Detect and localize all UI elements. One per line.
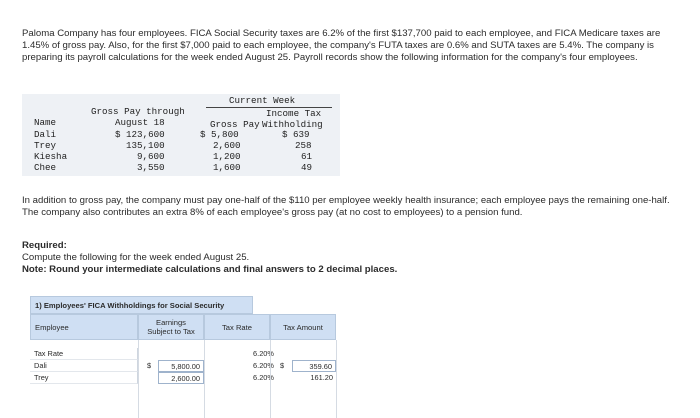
fica-answer-table [30, 296, 336, 418]
tax-rate-input[interactable]: 6.20% [253, 361, 274, 370]
row-label: Dali [30, 360, 138, 372]
employee-header: Employee [30, 314, 138, 340]
tax-rate-header: Tax Rate [204, 314, 270, 340]
currency-symbol: $ [147, 361, 152, 370]
currency-symbol: $ [280, 361, 285, 370]
required-title: Required: [22, 240, 67, 251]
column-divider [204, 340, 205, 418]
row-gross: $ 5,800 [200, 129, 239, 140]
earnings-input[interactable]: 2,600.00 [158, 372, 204, 384]
row-name: Trey [34, 140, 57, 151]
row-name: Chee [34, 162, 57, 173]
earnings-header-1: Earnings [156, 318, 186, 327]
row-label: Tax Rate [30, 348, 138, 360]
row-through: 9,600 [137, 151, 165, 162]
row-tax: 61 [301, 151, 313, 162]
tax-amount-input[interactable]: 359.60 [292, 360, 336, 372]
income-tax-header-1: Income Tax [266, 108, 322, 119]
earnings-header-2: Subject to Tax [147, 327, 195, 336]
gross-through-header-2: August 18 [115, 117, 165, 128]
row-through: 3,550 [137, 162, 165, 173]
row-tax: 258 [295, 140, 312, 151]
rounding-note: Note: Round your intermediate calculations and final answers to 2 decimal places. [22, 264, 398, 275]
name-header: Name [34, 117, 57, 128]
row-gross: 2,600 [213, 140, 241, 151]
tax-rate-value: 6.20% [253, 349, 274, 358]
answer-table-title: 1) Employees' FICA Withholdings for Social Security [30, 296, 253, 314]
current-week-header: Current Week [229, 95, 296, 106]
row-gross: 1,200 [213, 151, 241, 162]
health-insurance-paragraph: In addition to gross pay, the company must pay one-half of the $110 per employee weekly health insurance; each employee pays the remaining one-half. The company also contributes an extra 8% of each employee's gross pay (at no cost to employees) to a pension fund. [22, 195, 670, 219]
row-tax: 49 [301, 162, 313, 173]
problem-intro: Paloma Company has four employees. FICA Social Security taxes are 6.2% of the first $137,700 paid to each employee, and FICA Medicare taxes are 1.45% of gross pay. Also, for the first $7,000 paid to each employee, the company's FUTA taxes are 0.6% and SUTA taxes are 5.4%. The company is preparing its payroll calculations for the week ended August 25. Payroll records show the following information for the company's four employees. [22, 28, 661, 64]
earnings-input[interactable]: 5,800.00 [158, 360, 204, 372]
row-gross: 1,600 [213, 162, 241, 173]
row-name: Dali [34, 129, 57, 140]
row-through: 135,100 [126, 140, 165, 151]
row-label: Trey [30, 372, 138, 384]
tax-rate-input[interactable]: 6.20% [253, 373, 274, 382]
gross-pay-header: Gross Pay [210, 119, 260, 130]
row-through: $ 123,600 [115, 129, 165, 140]
tax-amount-input[interactable]: 161.20 [310, 373, 333, 382]
tax-amount-header: Tax Amount [270, 314, 336, 340]
earnings-header [138, 314, 204, 340]
row-name: Kiesha [34, 151, 68, 162]
required-compute: Compute the following for the week ended August 25. [22, 252, 250, 263]
gross-through-header-1: Gross Pay through [91, 106, 185, 117]
column-divider [138, 340, 139, 418]
column-divider [270, 340, 271, 418]
income-tax-header-2: Withholding [262, 119, 323, 130]
row-tax: $ 639 [282, 129, 310, 140]
column-divider [336, 340, 337, 418]
